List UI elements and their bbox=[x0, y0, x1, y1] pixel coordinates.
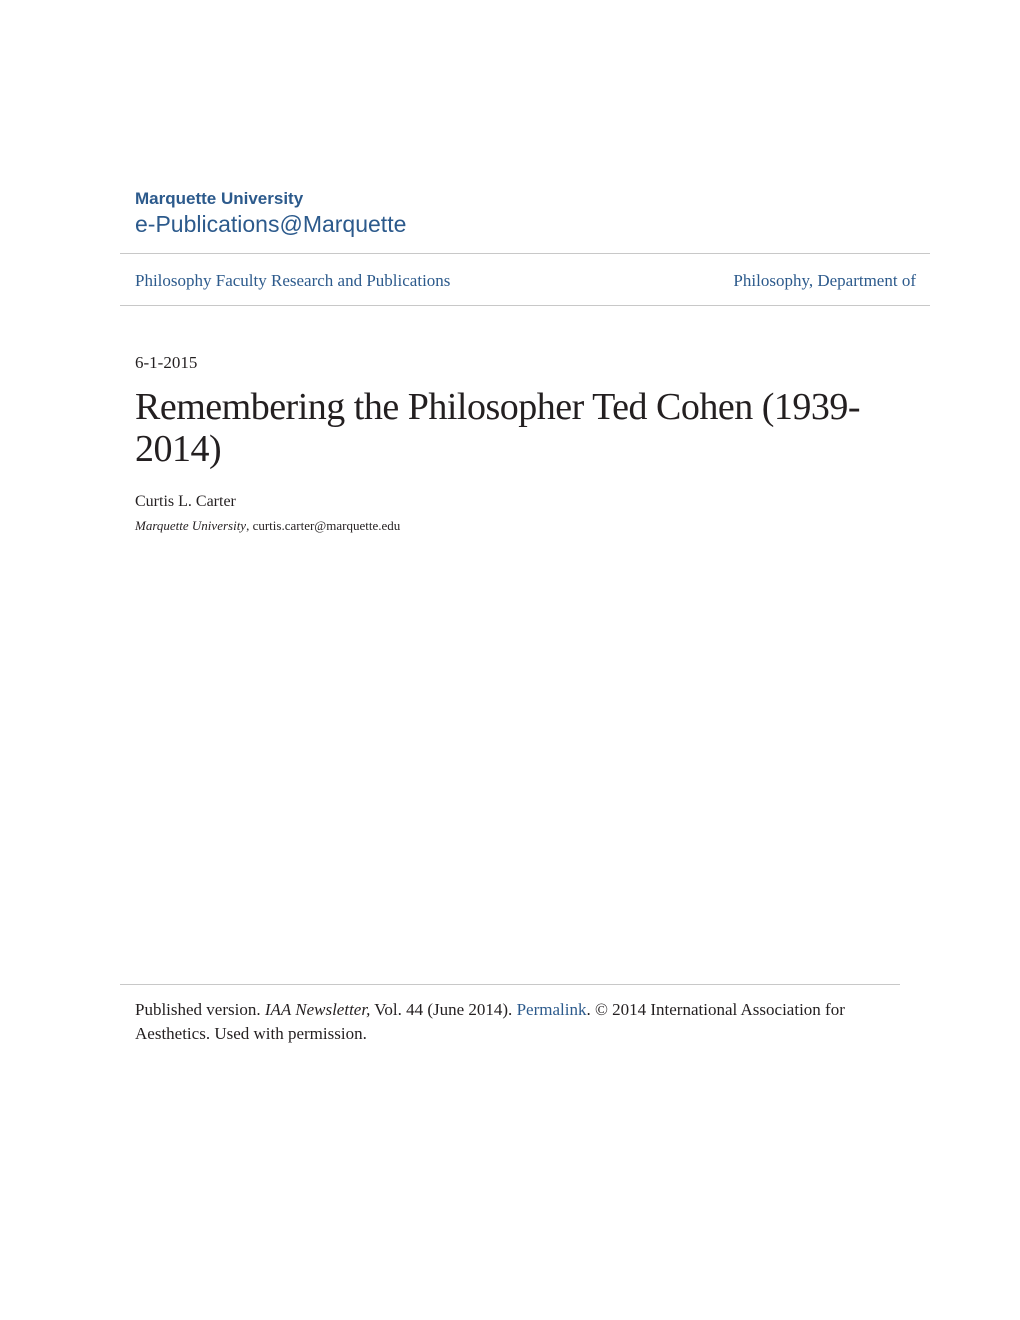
citation-divider bbox=[120, 984, 900, 985]
collection-link[interactable]: Philosophy Faculty Research and Publications bbox=[135, 271, 451, 290]
citation-journal: IAA Newsletter, bbox=[264, 1000, 371, 1019]
author-name: Curtis L. Carter bbox=[135, 493, 236, 510]
citation-text bbox=[135, 998, 895, 1046]
citation-suffix: . © 2014 International Association for Aesthetics. Used with permission. bbox=[135, 1000, 845, 1043]
author-institution: Marquette University bbox=[135, 518, 247, 533]
publication-date: 6-1-2015 bbox=[135, 353, 198, 372]
permalink-link[interactable]: Permalink bbox=[516, 1000, 587, 1019]
citation-prefix: Published version. bbox=[135, 1000, 265, 1019]
breadcrumb-divider bbox=[120, 305, 930, 306]
repository-link[interactable]: e-Publications@Marquette bbox=[135, 211, 407, 237]
citation-details: Vol. 44 (June 2014). bbox=[370, 1000, 517, 1019]
header-divider bbox=[120, 253, 930, 254]
author-email: curtis.carter@marquette.edu bbox=[252, 518, 401, 533]
department-link[interactable]: Philosophy, Department of bbox=[733, 271, 916, 290]
article-title: Remembering the Philosopher Ted Cohen (1939-2014) bbox=[135, 386, 861, 470]
author-affiliation: Marquette University, curtis.carter@marquette.edu bbox=[135, 518, 401, 533]
repository-header bbox=[135, 188, 406, 238]
university-link[interactable]: Marquette University bbox=[135, 189, 304, 208]
